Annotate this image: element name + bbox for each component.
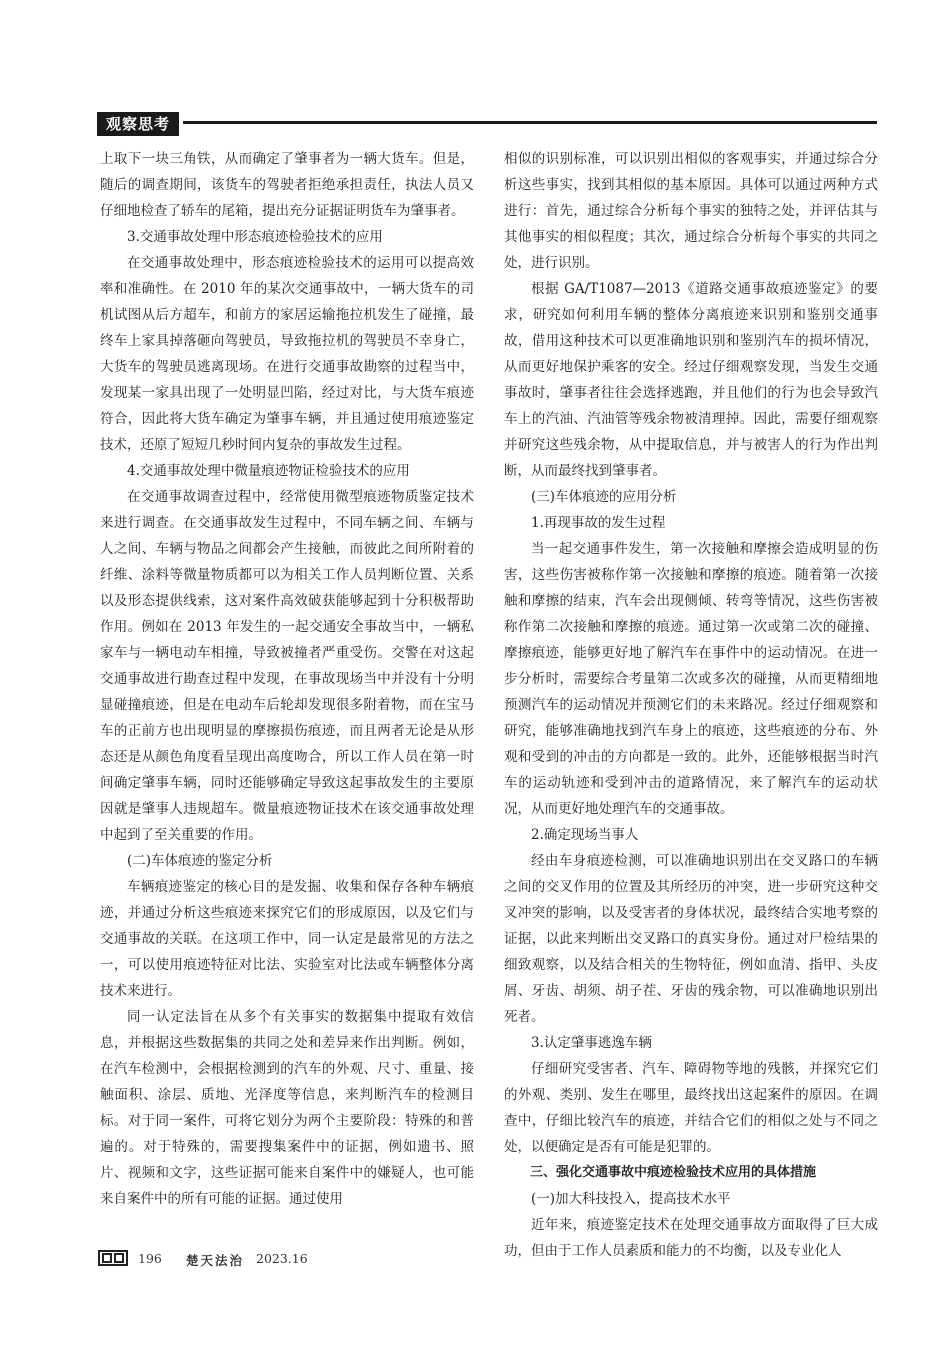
left-column [100,146,474,1212]
issue-number: 2023.16 [256,1251,308,1266]
paragraph: 根据 GA/T1087—2013《道路交通事故痕迹鉴定》的要求，研究如何利用车辆的整体分离痕迹来识别和鉴别交通事故，借用这种技术可以更准确地识别和鉴别汽车的损坏情况，从而更好地保护乘客的安全。经过仔细观察发现，当发生交通事故时，肇事者往往会选择逃跑，并且他们的行为也会导致汽车上的汽油、汽油管等残余物被清理掉。因此，需要仔细观察并研究这些残余物，从中提取信息，并与被害人的行为作出判断，从而最终找到肇事者。 [504,281,878,479]
paragraph: 近年来，痕迹鉴定技术在处理交通事故方面取得了巨大成功，但由于工作人员素质和能力的不均衡，以及专业化人 [504,1217,878,1259]
paragraph: 当一起交通事件发生，第一次接触和摩擦会造成明显的伤害，这些伤害被称作第一次接触和摩擦的痕迹。随着第一次接触和摩擦的结束，汽车会出现侧倾、转弯等情况，这些伤害被称作第二次接触和摩擦的痕迹。通过第一次或第二次的碰撞、摩擦痕迹，能够更好地了解汽车在事件中的运动情况。在进一步分析时，需要综合考量第二次或多次的碰撞，从而更精细地预测汽车的运动情况并预测它们的未来路况。经过仔细观察和研究，能够准确地找到汽车身上的痕迹，这些痕迹的分布、外观和受到的冲击的方向都是一致的。此外，还能够根据当时汽车的运动轨迹和受到冲击的道路情况，来了解汽车的运动状况，从而更好地处理汽车的交通事故。 [504,541,878,817]
section-heading: 三、强化交通事故中痕迹检验技术应用的具体措施 [530,1165,817,1180]
paragraph: 上取下一块三角铁，从而确定了肇事者为一辆大货车。但是，随后的调查期间，该货车的驾驶者拒绝承担责任，执法人员又仔细地检查了轿车的尾箱，提出充分证据证明货车为肇事者。 [100,151,474,219]
section-heading: (二)车体痕迹的鉴定分析 [127,853,273,869]
paragraph: 经由车身痕迹检测，可以准确地识别出在交叉路口的车辆之间的交叉作用的位置及其所经历的冲突，进一步研究这种交叉冲突的影响，以及受害者的身体状况，最终结合实地考察的证据，以此来判断出交叉路口的真实身份。通过对尸检结果的细致观察，以及结合相关的生物特征，例如血清、指甲、头皮屑、牙齿、胡须、胡子茬、牙齿的残余物，可以准确地识别出死者。 [504,853,878,1025]
paragraph: 仔细研究受害者、汽车、障碍物等地的残骸，并探究它们的外观、类别、发生在哪里，最终找出这起案件的原因。在调查中，仔细比较汽车的痕迹，并结合它们的相似之处与不同之处，以便确定是否有可能是犯罪的。 [504,1061,878,1155]
paragraph: 在交通事故调查过程中，经常使用微型痕迹物质鉴定技术来进行调查。在交通事故发生过程中，不同车辆之间、车辆与人之间、车辆与物品之间都会产生接触，而彼此之间所附着的纤维、涂料等微量物质都可以为相关工作人员判断位置、关系以及形态提供线索，这对案件高效破获能够起到十分积极帮助作用。例如在 2013 年发生的一起交通安全事故当中，一辆私家车与一辆电动车相撞，导致被撞者严重受伤。交警在对这起交通事故进行勘查过程中发现，在事故现场当中并没有十分明显碰撞痕迹，但是在电动车后轮却发现很多附着物，而在宝马车的正前方也出现明显的摩擦损伤痕迹，而且两者无论是从形态还是从颜色角度看呈现出高度吻合，所以工作人员在第一时间确定肇事车辆，同时还能够确定导致这起事故发生的主要原因就是肇事人违规超车。微量痕迹物证技术在该交通事故处理中起到了至关重要的作用。 [100,489,474,843]
paragraph: 相似的识别标准，可以识别出相似的客观事实，并通过综合分析这些事实，找到其相似的基本原因。具体可以通过两种方式进行：首先，通过综合分析每个事实的独特之处，并评估其与其他事实的相似程度；其次，通过综合分析每个事实的共同之处，进行识别。 [504,151,878,271]
section-tag: 观察思考 [97,112,179,136]
section-heading: 4.交通事故处理中微量痕迹物证检验技术的应用 [127,463,410,479]
section-header [97,112,877,136]
publication-name: 楚天法治 [186,1253,245,1268]
paragraph: 车辆痕迹鉴定的核心目的是发掘、收集和保存各种车辆痕迹，并通过分析这些痕迹来探究它们的形成原因，以及它们与交通事故的关联。在这项工作中，同一认定是最常见的方法之一，可以使用痕迹特征对比法、实验室对比法或车辆整体分离技术来进行。 [100,879,474,999]
header-rule [183,121,877,124]
page-number: 196 [138,1251,162,1266]
section-heading: 1.再现事故的发生过程 [531,515,666,531]
section-heading: (一)加大科技投入，提高技术水平 [531,1191,731,1207]
right-column [504,146,878,1264]
section-heading: 3.交通事故处理中形态痕迹检验技术的应用 [127,229,383,245]
journal-logo-icon [98,1250,128,1266]
section-heading: 3.认定肇事逃逸车辆 [531,1035,652,1051]
paragraph: 同一认定法旨在从多个有关事实的数据集中提取有效信息，并根据这些数据集的共同之处和差异来作出判断。例如，在汽车检测中，会根据检测到的汽车的外观、尺寸、重量、接触面积、涂层、质地、光泽度等信息，来判断汽车的检测目标。对于同一案件，可将它划分为两个主要阶段：特殊的和普遍的。对于特殊的，需要搜集案件中的证据，例如遗书、照片、视频和文字，这些证据可能来自案件中的嫌疑人，也可能来自案件中的所有可能的证据。通过使用 [100,1009,474,1207]
paragraph: 在交通事故处理中，形态痕迹检验技术的运用可以提高效率和准确性。在 2010 年的某次交通事故中，一辆大货车的司机试图从后方超车，和前方的家居运输拖拉机发生了碰撞，最终车上家具掉落砸向驾驶员，导致拖拉机的驾驶员不幸身亡，大货车的驾驶员逃离现场。在进行交通事故勘察的过程当中，发现某一家具出现了一处明显凹陷，经过对比，与大货车痕迹符合，因此将大货车确定为肇事车辆，并且通过使用痕迹鉴定技术，还原了短短几秒时间内复杂的事故发生过程。 [100,255,474,453]
section-heading: (三)车体痕迹的应用分析 [531,489,677,505]
section-heading: 2.确定现场当事人 [531,827,639,843]
